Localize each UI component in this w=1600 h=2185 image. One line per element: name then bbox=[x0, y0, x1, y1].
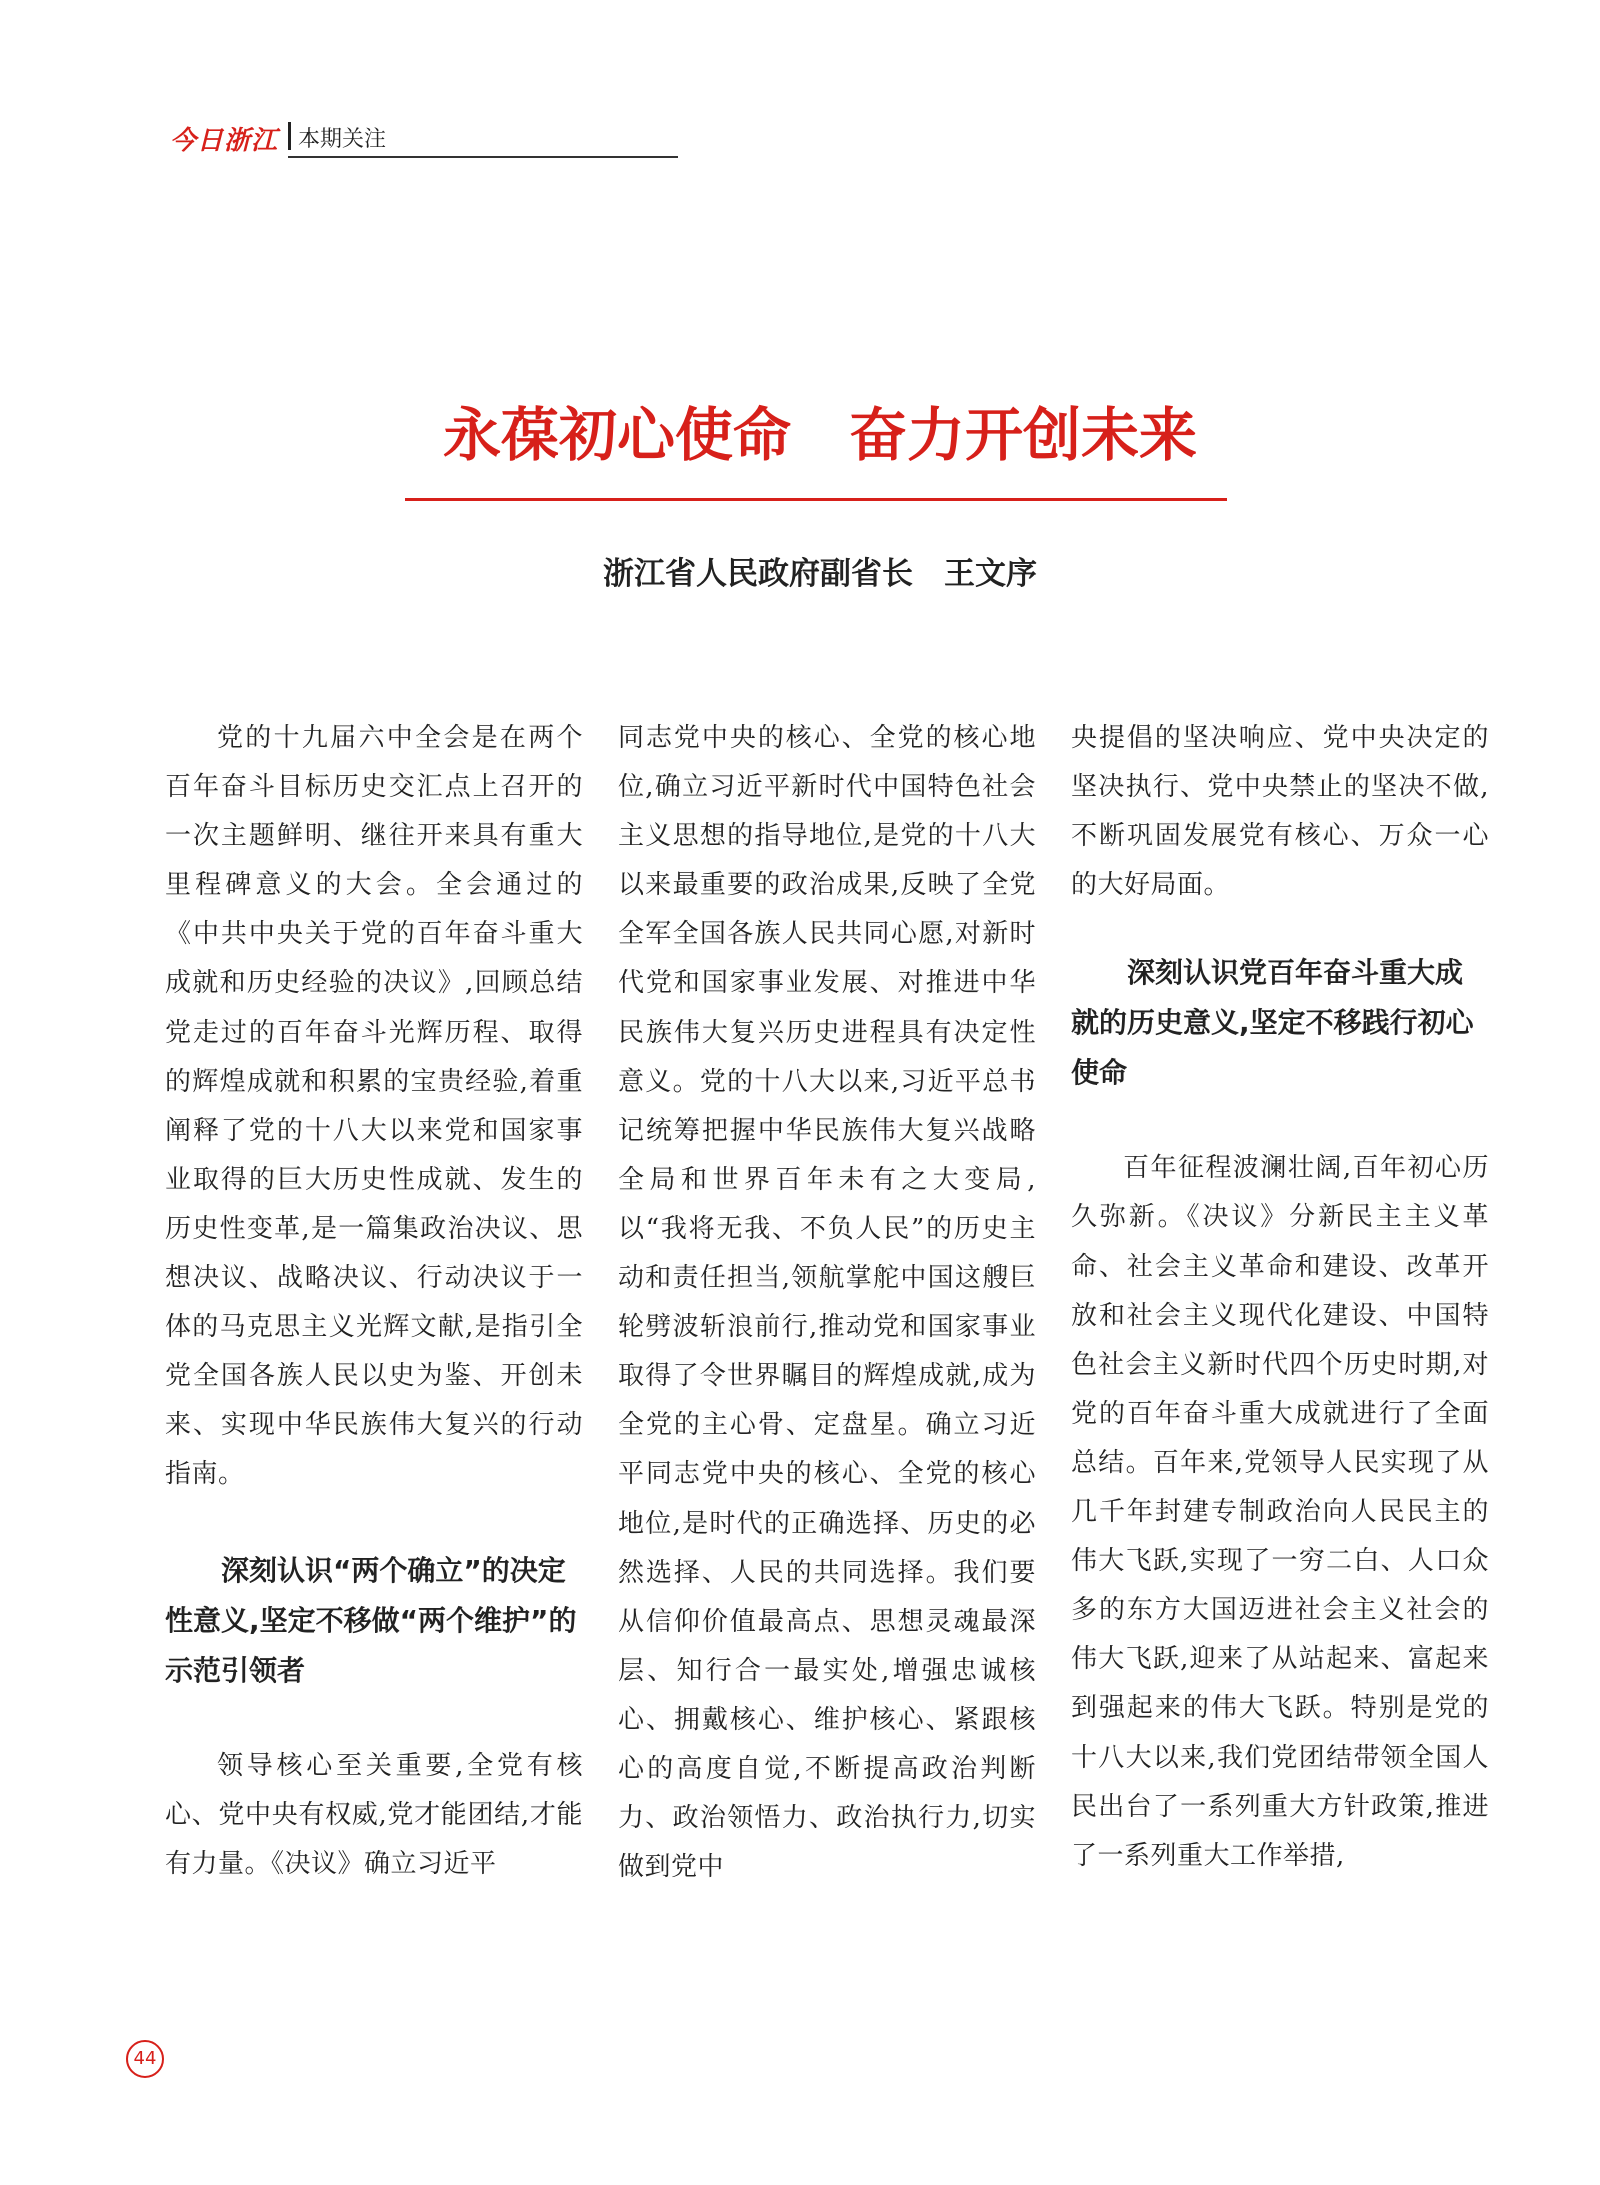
text-column-3 bbox=[1071, 714, 1489, 1881]
article-title: 永葆初心使命 奋力开创未来 bbox=[442, 401, 1197, 469]
magazine-logo: 今日浙江 bbox=[170, 126, 279, 156]
paragraph: 央提倡的坚决响应、党中央决定的坚决执行、党中央禁止的坚决不做,不断巩固发展党有核心、万众一心的大好局面。 bbox=[1071, 723, 1489, 901]
header-separator bbox=[288, 122, 291, 150]
header-rule bbox=[288, 156, 678, 158]
section-heading: 深刻认识党百年奋斗重大成就的历史意义,坚定不移践行初心使命 bbox=[1071, 956, 1474, 1090]
page-number: 44 bbox=[126, 2040, 164, 2078]
paragraph: 同志党中央的核心、全党的核心地位,确立习近平新时代中国特色社会主义思想的指导地位,是党的十八大以来最重要的政治成果,反映了全党全军全国各族人民共同心愿,对新时代党和国家事业发展、对推进中华民族伟大复兴历史进程具有决定性意义。党的十八大以来,习近平总书记统筹把握中华民族伟大复兴战略全局和世界百年未有之大变局,以“我将无我、不负人民”的历史主动和责任担当,领航掌舵中国这艘巨轮劈波斩浪前行,推动党和国家事业取得了令世界瞩目的辉煌成就,成为全党的主心骨、定盘星。确立习近平同志党中央的核心、全党的核心地位,是时代的正确选择、历史的必然选择、人民的共同选择。我们要从信仰价值最高点、思想灵魂最深层、知行合一最实处,增强忠诚核心、拥戴核心、维护核心、紧跟核心的高度自觉,不断提高政治判断力、政治领悟力、政治执行力,切实做到党中 bbox=[618, 723, 1036, 1883]
paragraph: 党的十九届六中全会是在两个百年奋斗目标历史交汇点上召开的一次主题鲜明、继往开来具有重大里程碑意义的大会。全会通过的《中共中央关于党的百年奋斗重大成就和历史经验的决议》,回顾总结党走过的百年奋斗光辉历程、取得的辉煌成就和积累的宝贵经验,着重阐释了党的十八大以来党和国家事业取得的巨大历史性成就、发生的历史性变革,是一篇集政治决议、思想决议、战略决议、行动决议于一体的马克思主义光辉文献,是指引全党全国各族人民以史为鉴、开创未来、实现中华民族伟大复兴的行动指南。 bbox=[165, 723, 583, 1490]
text-column-1 bbox=[165, 714, 583, 1889]
page-header bbox=[170, 118, 510, 158]
title-divider bbox=[405, 498, 1227, 501]
section-heading: 深刻认识“两个确立”的决定性意义,坚定不移做“两个维护”的示范引领者 bbox=[165, 1553, 577, 1687]
column-name: 本期关注 bbox=[298, 127, 387, 152]
paragraph: 领导核心至关重要,全党有核心、党中央有权威,党才能团结,才能有力量。《决议》确立习近平 bbox=[165, 1750, 583, 1879]
paragraph: 百年征程波澜壮阔,百年初心历久弥新。《决议》分新民主主义革命、社会主义革命和建设、改革开放和社会主义现代化建设、中国特色社会主义新时代四个历史时期,对党的百年奋斗重大成就进行了全面总结。百年来,党领导人民实现了从几千年封建专制政治向人民民主的伟大飞跃,实现了一穷二白、人口众多的东方大国迈进社会主义社会的伟大飞跃,迎来了从站起来、富起来到强起来的伟大飞跃。特别是党的十八大以来,我们党团结带领全国人民出台了一系列重大方针政策,推进了一系列重大工作举措, bbox=[1071, 1153, 1489, 1871]
text-column-2 bbox=[618, 714, 1036, 1892]
article-author: 浙江省人民政府副省长 王文序 bbox=[603, 556, 1037, 592]
